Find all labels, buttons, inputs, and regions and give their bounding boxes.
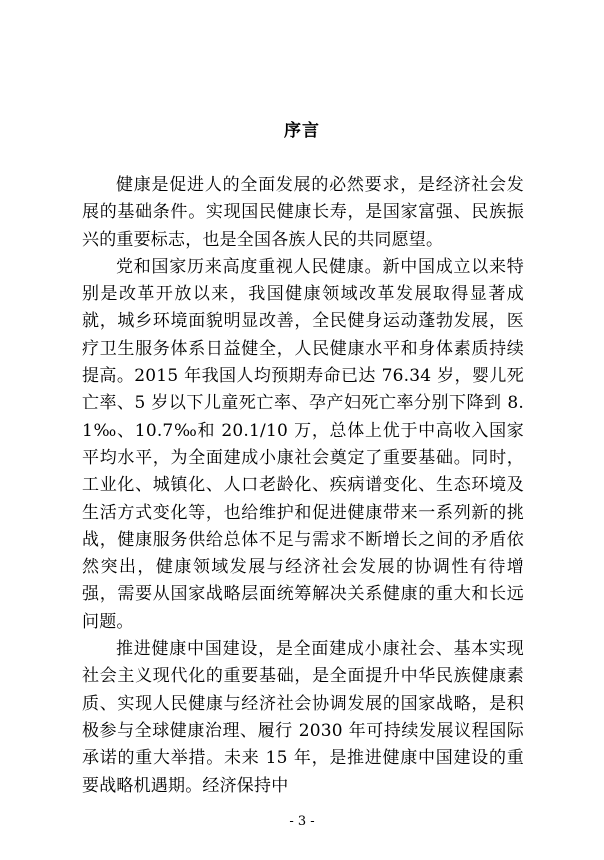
section-title: 序言 — [284, 121, 320, 141]
paragraph-1: 健康是促进人的全面发展的必然要求，是经济社会发展的基础条件。实现国民健康长寿，是国家富强、民族振兴的重要标志，也是全国各族人民的共同愿望。 — [82, 175, 524, 250]
page-number: - 3 - — [289, 814, 315, 829]
body-text — [82, 172, 524, 800]
paragraph-2: 党和国家历来高度重视人民健康。新中国成立以来特别是改革开放以来，我国健康领域改革发展取得显著成就，城乡环境面貌明显改善，全民健身运动蓬勃发展，医疗卫生服务体系日益健全，人民健康水平和身体素质持续提高。2015 年我国人均预期寿命已达 76.34 岁，婴儿死亡率、5 岁以下儿童死亡率、孕产妇死亡率分别下降到 8.1‰、10.7‰和 20.1/10 万，总体上优于中高收入国家平均水平，为全面建成小康社会奠定了重要基础。同时，工业化、城镇化、人口老龄化、疾病谱变化、生态环境及生活方式变化等，也给维护和促进健康带来一系列新的挑战，健康服务供给总体不足与需求不断增长之间的矛盾依然突出，健康领域发展与经济社会发展的协调性有待增强，需要从国家战略层面统筹解决关系健康的重大和长远问题。 — [82, 256, 524, 632]
paragraph-3: 推进健康中国建设，是全面建成小康社会、基本实现社会主义现代化的重要基础，是全面提升中华民族健康素质、实现人民健康与经济社会协调发展的国家战略，是积极参与全球健康治理、履行 2030 年可持续发展议程国际承诺的重大举措。未来 15 年，是推进健康中国建设的重要战略机遇期。经济保持中 — [82, 639, 524, 796]
